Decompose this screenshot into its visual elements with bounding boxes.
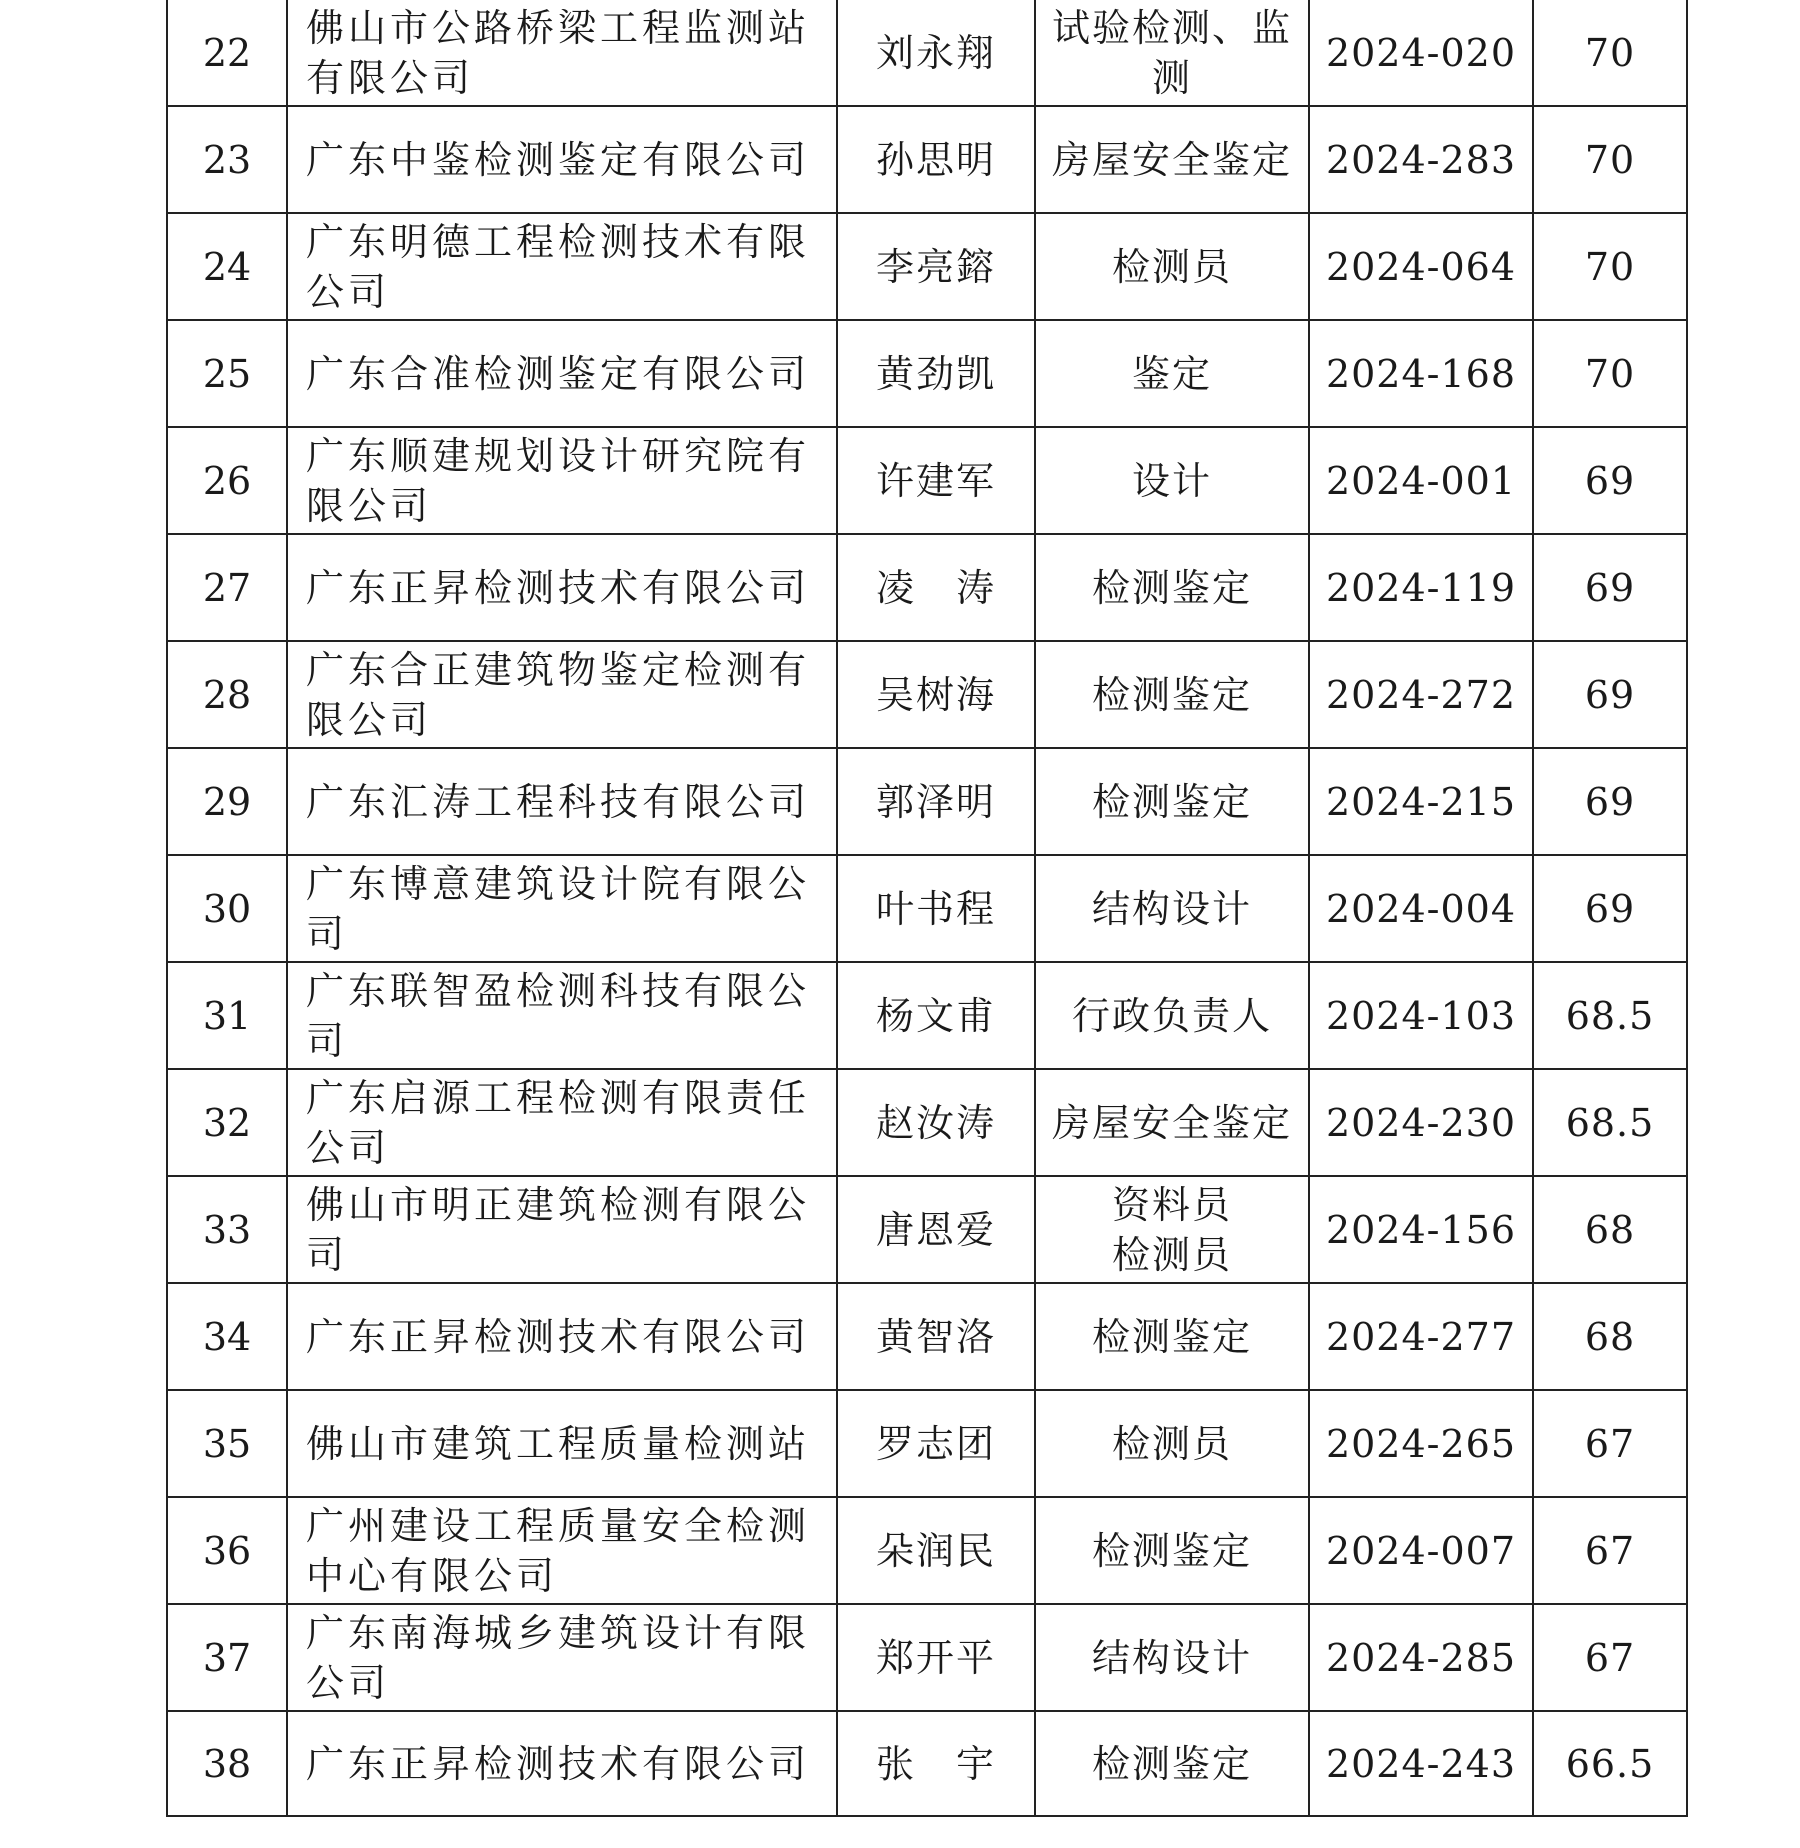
table-row — [167, 962, 1687, 1069]
position: 结构设计 — [1035, 1604, 1309, 1711]
organization: 佛山市建筑工程质量检测站 — [287, 1390, 837, 1497]
certificate-number: 2024-272 — [1309, 641, 1533, 748]
certificate-number: 2024-156 — [1309, 1176, 1533, 1283]
organization: 广东博意建筑设计院有限公司 — [287, 855, 837, 962]
position: 资料员 检测员 — [1035, 1176, 1309, 1283]
person-name: 赵汝涛 — [837, 1069, 1035, 1176]
organization: 佛山市明正建筑检测有限公司 — [287, 1176, 837, 1283]
position: 检测鉴定 — [1035, 1497, 1309, 1604]
score: 68 — [1533, 1283, 1687, 1390]
person-name: 吴树海 — [837, 641, 1035, 748]
certificate-number: 2024-230 — [1309, 1069, 1533, 1176]
organization: 广东合正建筑物鉴定检测有限公司 — [287, 641, 837, 748]
organization: 广东明德工程检测技术有限公司 — [287, 213, 837, 320]
score: 69 — [1533, 534, 1687, 641]
person-name: 刘永翔 — [837, 0, 1035, 106]
person-name: 黄智洛 — [837, 1283, 1035, 1390]
organization: 广东启源工程检测有限责任公司 — [287, 1069, 837, 1176]
position: 行政负责人 — [1035, 962, 1309, 1069]
organization: 广东南海城乡建筑设计有限公司 — [287, 1604, 837, 1711]
person-name: 郭泽明 — [837, 748, 1035, 855]
score: 70 — [1533, 320, 1687, 427]
organization: 佛山市公路桥梁工程监测站有限公司 — [287, 0, 837, 106]
certificate-number: 2024-285 — [1309, 1604, 1533, 1711]
person-name: 杨文甫 — [837, 962, 1035, 1069]
position: 检测鉴定 — [1035, 641, 1309, 748]
table-row — [167, 1497, 1687, 1604]
certificate-number: 2024-064 — [1309, 213, 1533, 320]
table-row — [167, 1283, 1687, 1390]
position: 结构设计 — [1035, 855, 1309, 962]
score: 69 — [1533, 748, 1687, 855]
certificate-number: 2024-004 — [1309, 855, 1533, 962]
organization: 广州建设工程质量安全检测中心有限公司 — [287, 1497, 837, 1604]
position: 设计 — [1035, 427, 1309, 534]
person-name: 叶书程 — [837, 855, 1035, 962]
certificate-number: 2024-215 — [1309, 748, 1533, 855]
table-row — [167, 748, 1687, 855]
table-row — [167, 0, 1687, 106]
certificate-number: 2024-168 — [1309, 320, 1533, 427]
person-name: 孙思明 — [837, 106, 1035, 213]
certificate-number: 2024-277 — [1309, 1283, 1533, 1390]
row-number: 37 — [167, 1604, 287, 1711]
row-number: 38 — [167, 1711, 287, 1816]
row-number: 25 — [167, 320, 287, 427]
table-row — [167, 855, 1687, 962]
table-row — [167, 427, 1687, 534]
certificate-number: 2024-001 — [1309, 427, 1533, 534]
score: 69 — [1533, 641, 1687, 748]
row-number: 30 — [167, 855, 287, 962]
table-row — [167, 1711, 1687, 1816]
score: 66.5 — [1533, 1711, 1687, 1816]
position: 房屋安全鉴定 — [1035, 1069, 1309, 1176]
score: 67 — [1533, 1390, 1687, 1497]
row-number: 22 — [167, 0, 287, 106]
score: 70 — [1533, 106, 1687, 213]
score: 70 — [1533, 213, 1687, 320]
certificate-number: 2024-283 — [1309, 106, 1533, 213]
table-row — [167, 213, 1687, 320]
row-number: 29 — [167, 748, 287, 855]
row-number: 27 — [167, 534, 287, 641]
row-number: 24 — [167, 213, 287, 320]
score: 67 — [1533, 1604, 1687, 1711]
person-name: 凌 涛 — [837, 534, 1035, 641]
person-name: 黄劲凯 — [837, 320, 1035, 427]
table-row — [167, 1069, 1687, 1176]
position: 房屋安全鉴定 — [1035, 106, 1309, 213]
organization: 广东顺建规划设计研究院有限公司 — [287, 427, 837, 534]
row-number: 33 — [167, 1176, 287, 1283]
table-row — [167, 1604, 1687, 1711]
table-row — [167, 1390, 1687, 1497]
row-number: 32 — [167, 1069, 287, 1176]
row-number: 28 — [167, 641, 287, 748]
table-row — [167, 106, 1687, 213]
certificate-number: 2024-265 — [1309, 1390, 1533, 1497]
table-row — [167, 641, 1687, 748]
row-number: 26 — [167, 427, 287, 534]
certificate-number: 2024-103 — [1309, 962, 1533, 1069]
table-row — [167, 1176, 1687, 1283]
score-table — [166, 0, 1688, 1817]
position: 检测鉴定 — [1035, 534, 1309, 641]
row-number: 34 — [167, 1283, 287, 1390]
person-name: 郑开平 — [837, 1604, 1035, 1711]
position: 检测鉴定 — [1035, 748, 1309, 855]
person-name: 朵润民 — [837, 1497, 1035, 1604]
certificate-number: 2024-243 — [1309, 1711, 1533, 1816]
position: 检测员 — [1035, 213, 1309, 320]
person-name: 张 宇 — [837, 1711, 1035, 1816]
position: 检测员 — [1035, 1390, 1309, 1497]
certificate-number: 2024-020 — [1309, 0, 1533, 106]
position: 检测鉴定 — [1035, 1283, 1309, 1390]
person-name: 李亮鎔 — [837, 213, 1035, 320]
person-name: 罗志团 — [837, 1390, 1035, 1497]
score: 68.5 — [1533, 962, 1687, 1069]
person-name: 许建军 — [837, 427, 1035, 534]
position: 检测鉴定 — [1035, 1711, 1309, 1816]
score: 67 — [1533, 1497, 1687, 1604]
row-number: 35 — [167, 1390, 287, 1497]
score: 68 — [1533, 1176, 1687, 1283]
score: 69 — [1533, 427, 1687, 534]
person-name: 唐恩爱 — [837, 1176, 1035, 1283]
score: 68.5 — [1533, 1069, 1687, 1176]
organization: 广东正昇检测技术有限公司 — [287, 1283, 837, 1390]
table-row — [167, 320, 1687, 427]
position: 鉴定 — [1035, 320, 1309, 427]
row-number: 36 — [167, 1497, 287, 1604]
organization: 广东正昇检测技术有限公司 — [287, 1711, 837, 1816]
position: 试验检测、监测 — [1035, 0, 1309, 106]
table-row — [167, 534, 1687, 641]
organization: 广东中鉴检测鉴定有限公司 — [287, 106, 837, 213]
certificate-number: 2024-119 — [1309, 534, 1533, 641]
score: 70 — [1533, 0, 1687, 106]
certificate-number: 2024-007 — [1309, 1497, 1533, 1604]
organization: 广东联智盈检测科技有限公司 — [287, 962, 837, 1069]
score: 69 — [1533, 855, 1687, 962]
organization: 广东正昇检测技术有限公司 — [287, 534, 837, 641]
row-number: 23 — [167, 106, 287, 213]
organization: 广东合准检测鉴定有限公司 — [287, 320, 837, 427]
row-number: 31 — [167, 962, 287, 1069]
organization: 广东汇涛工程科技有限公司 — [287, 748, 837, 855]
